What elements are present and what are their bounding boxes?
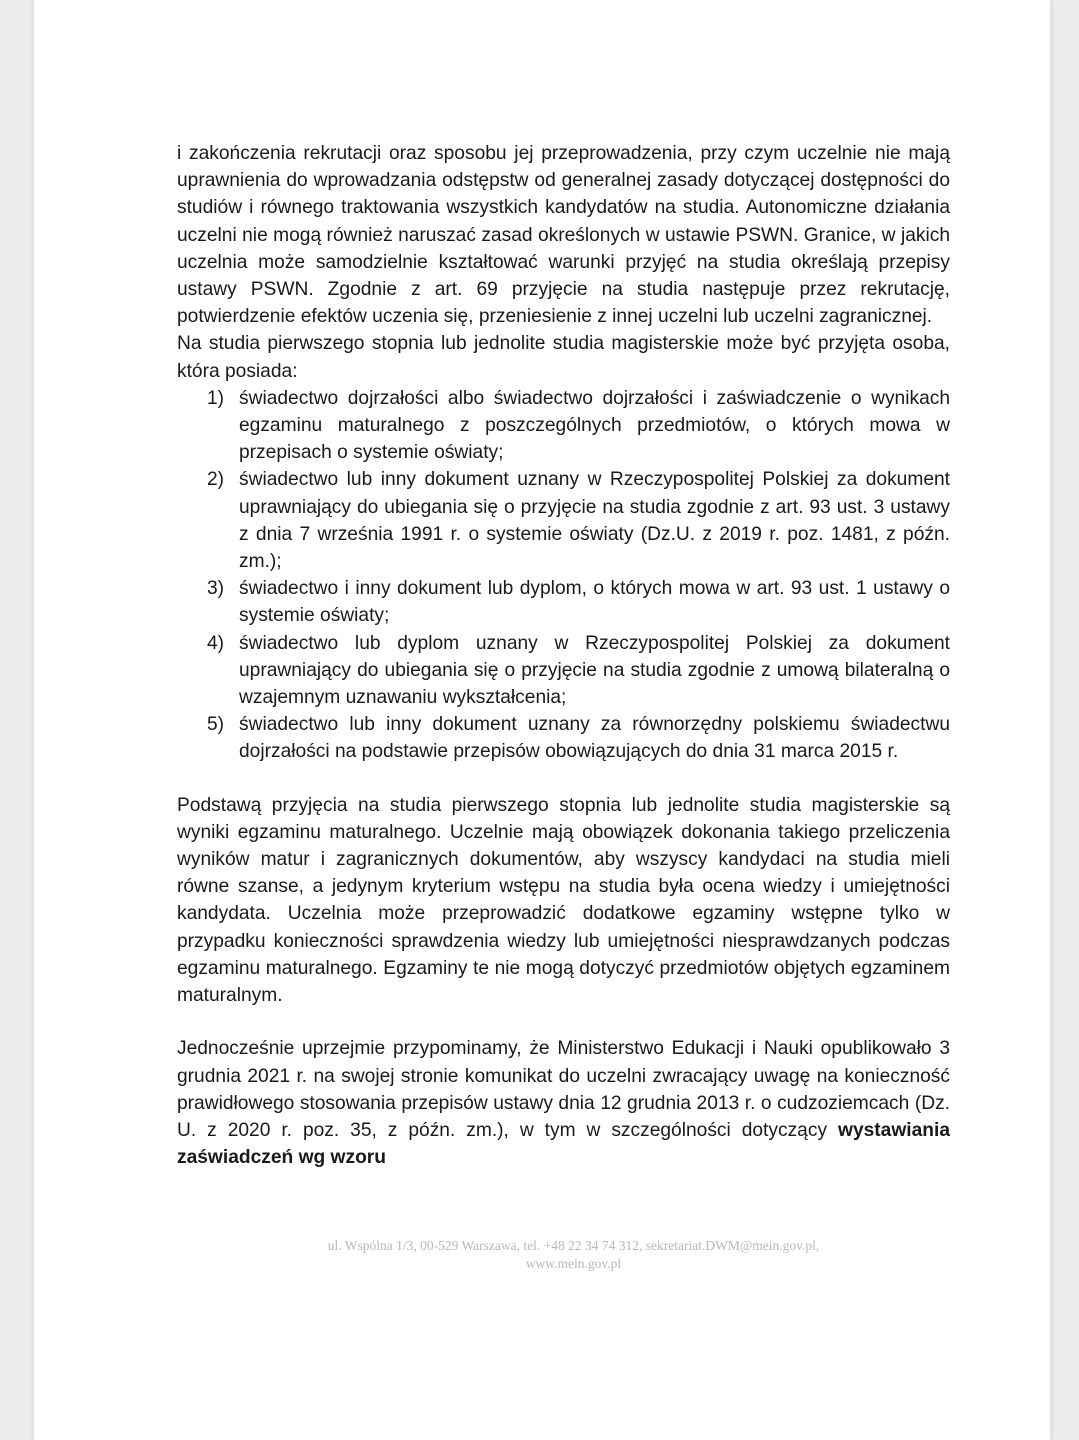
list-item-number: 1) xyxy=(207,387,225,409)
list-item xyxy=(177,630,950,712)
closing-paragraph xyxy=(177,1035,950,1171)
list-item xyxy=(177,466,950,575)
page-footer xyxy=(34,1237,1079,1273)
list-item-number: 5) xyxy=(207,714,225,736)
list-item xyxy=(177,575,950,629)
document-body xyxy=(177,140,950,1171)
list-item xyxy=(177,711,950,765)
basis-paragraph: Podstawą przyjęcia na studia pierwszego stopnia lub jednolite studia magisterskie są wyniki egzaminu maturalnego. Uczelnie mają obowiązek dokonania takiego przeliczenia wyników matur i zagranicznych dokumentów, aby wszyscy kandydaci na studia mieli równe szanse, a jedynym kryterium wstępu na studia była ocena wiedzy i umiejętności kandydata. Uczelnia może przeprowadzić dodatkowe egzaminy wstępne tylko w przypadku konieczności sprawdzenia wiedzy lub umiejętności niesprawdzanych podczas egzaminu maturalnego. Egzaminy te nie mogą dotyczyć przedmiotów objętych egzaminem maturalnym. xyxy=(177,794,950,1007)
list-intro: Na studia pierwszego stopnia lub jednolite studia magisterskie może być przyjęta osoba, która posiada: xyxy=(177,333,950,382)
list-item-number: 2) xyxy=(207,469,225,491)
intro-paragraph: i zakończenia rekrutacji oraz sposobu jej przeprowadzenia, przy czym uczelnie nie mają uprawnienia do wprowadzania odstępstw od generalnej zasady dotyczącej dostępności do studiów i równego traktowania wszystkich kandydatów na studia. Autonomiczne działania uczelni nie mogą również naruszać zasad określonych w ustawie PSWN. Granice, w jakich uczelnia może samodzielnie kształtować warunki przyjęć na studia określają przepisy ustawy PSWN. Zgodnie z art. 69 przyjęcie na studia następuje przez rekrutację, potwierdzenie efektów uczenia się, przeniesienie z innej uczelni lub uczelni zagranicznej. xyxy=(177,143,950,328)
list-item-number: 3) xyxy=(207,578,225,600)
footer-website: www.mein.gov.pl xyxy=(525,1256,622,1271)
list-item xyxy=(177,385,950,467)
list-item-text: świadectwo lub inny dokument uznany za równorzędny polskiemu świadectwu dojrzałości na podstawie przepisów obowiązujących do dnia 31 marca 2015 r. xyxy=(239,714,950,763)
list-item-text: świadectwo dojrzałości albo świadectwo dojrzałości i zaświadczenie o wynikach egzaminu maturalnego z poszczególnych przedmiotów, o których mowa w przepisach o systemie oświaty; xyxy=(239,387,950,464)
document-page xyxy=(34,0,1050,1440)
closing-text: Jednocześnie uprzejmie przypominamy, że Ministerstwo Edukacji i Nauki opublikowało 3 grudnia 2021 r. na swojej stronie komunikat do uczelni zwracający uwagę na konieczność prawidłowego stosowania przepisów ustawy dnia 12 grudnia 2013 r. o cudzoziemcach (Dz. U. z 2020 r. poz. 35, z późn. zm.), w tym w szczególności dotyczący xyxy=(177,1038,950,1141)
list-item-text: świadectwo lub dyplom uznany w Rzeczypospolitej Polskiej za dokument uprawniający do ubiegania się o przyjęcie na studia zgodnie z umową bilateralną o wzajemnym uznawaniu wykształcenia; xyxy=(239,632,950,709)
list-item-text: świadectwo i inny dokument lub dyplom, o których mowa w art. 93 ust. 1 ustawy o systemie oświaty; xyxy=(239,578,950,627)
footer-address: ul. Wspólna 1/3, 00-529 Warszawa, tel. +48 22 34 74 312, sekretariat.DWM@mein.gov.pl, xyxy=(327,1238,820,1253)
list-item-text: świadectwo lub inny dokument uznany w Rzeczypospolitej Polskiej za dokument uprawniający do ubiegania się o przyjęcie na studia zgodnie z art. 93 ust. 3 ustawy z dnia 7 września 1991 r. o systemie oświaty (Dz.U. z 2019 r. poz. 1481, z późn. zm.); xyxy=(239,469,950,573)
admission-criteria-list xyxy=(177,385,950,766)
closing-bold-text: wystawiania zaświadczeń wg wzoru xyxy=(177,1119,950,1169)
list-item-number: 4) xyxy=(207,632,225,654)
